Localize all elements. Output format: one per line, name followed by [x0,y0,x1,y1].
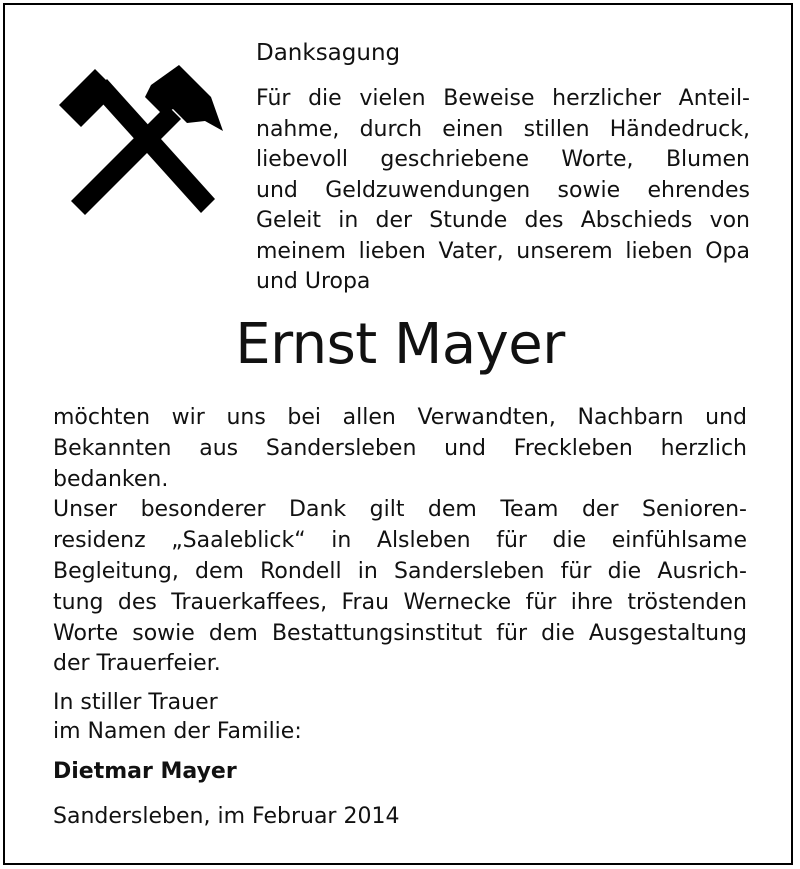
closing-line: In stiller Trauer [53,690,218,715]
body-line: Worte sowie dem Bestattungsinstitut für die Ausgestaltung [53,620,747,646]
deceased-name: Ernst Mayer [235,312,565,377]
body-line: möchten wir uns bei allen Verwandten, Nachbarn und [53,405,747,430]
body-line: bedanken. [53,466,169,492]
intro-paragraph [256,84,750,298]
closing-block [53,688,553,746]
body-line: Bekannten aus Sandersleben und Freckleben herzlich [53,435,747,461]
body-line: residenz „Saaleblick“ in Alsleben für die einfühlsame [53,528,747,554]
body-line: tung des Trauerkaffees, Frau Wernecke für ihre tröstenden [53,589,747,615]
intro-line: und Uropa [256,269,371,294]
intro-line: Geleit in der Stunde des Abschieds von [256,208,750,233]
intro-line: nahme, durch einen stillen Händedruck, [256,116,750,142]
body-paragraph [53,403,747,680]
intro-line: und Geldzuwendungen sowie ehrendes [256,177,750,203]
intro-line: meinem lieben Vater, unserem lieben Opa [256,238,750,264]
heading-danksagung: Danksagung [256,40,401,66]
hammer-and-pick-icon [55,65,225,230]
closing-line: im Namen der Familie: [53,719,302,744]
place-date: Sandersleben, im Februar 2014 [53,804,400,829]
body-line: Begleitung, dem Rondell in Sandersleben für die Ausrich- [53,558,747,584]
signer-name: Dietmar Mayer [53,759,237,784]
body-line: der Trauerfeier. [53,651,221,677]
body-line: Unser besonderer Dank gilt dem Team der Senioren- [53,497,747,523]
intro-line: Für die vielen Beweise herzlicher Anteil- [256,86,750,111]
intro-line: liebevoll geschriebene Worte, Blumen [256,147,750,172]
